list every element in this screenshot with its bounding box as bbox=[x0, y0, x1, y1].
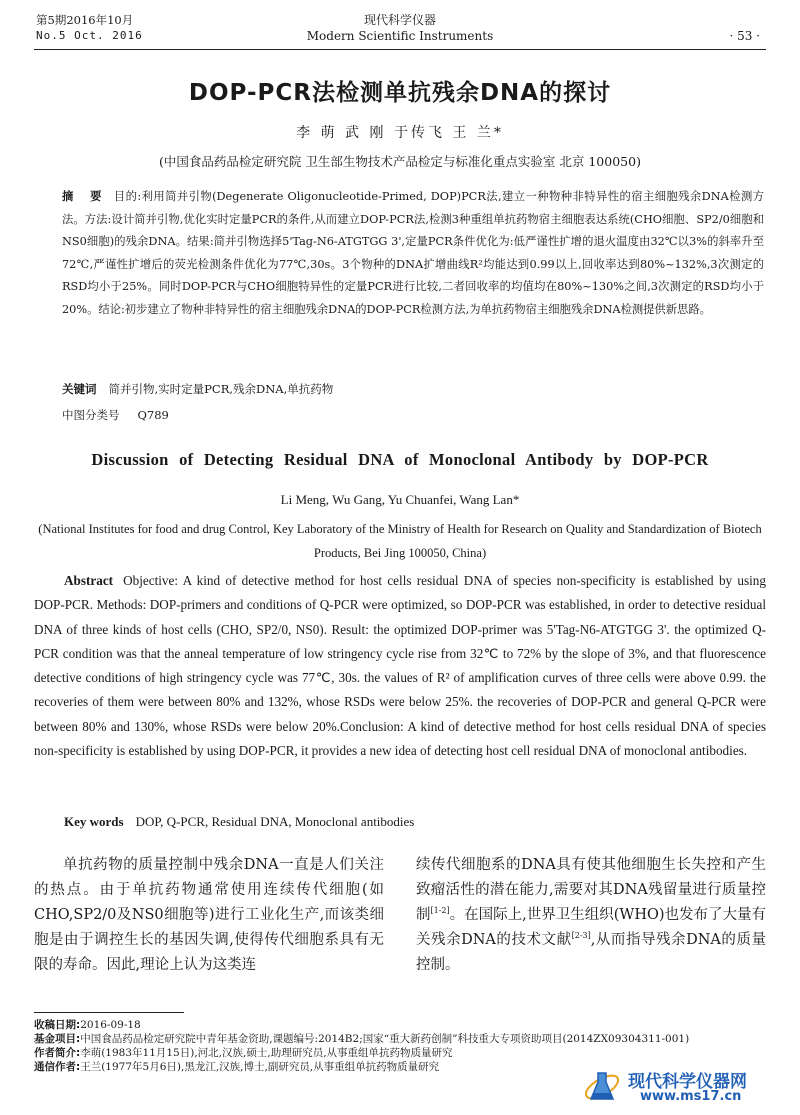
footnote-divider bbox=[34, 1012, 184, 1013]
footnote-received bbox=[34, 1018, 766, 1032]
journal-name bbox=[34, 12, 766, 44]
body-column-right bbox=[416, 853, 766, 978]
issue-cn: 第5期2016年10月 bbox=[36, 13, 134, 27]
body-right-text-b: 。在国际上,世界卫生组织(WHO)也发布了大量有关残余DNA的技术文献 bbox=[416, 907, 767, 948]
authors-en: Li Meng, Wu Gang, Yu Chuanfei, Wang Lan* bbox=[280, 492, 520, 507]
footnote-text: 中国食品药品检定研究院中青年基金资助,课题编号:2014B2;国家“重大新药创制”科技重大专项资助项目(2014ZX09304311-001) bbox=[80, 1033, 690, 1045]
watermark-name: 现代科学仪器网 bbox=[628, 1072, 747, 1092]
footnote-label: 基金项目: bbox=[34, 1033, 81, 1045]
body-column-left: 单抗药物的质量控制中残余DNA一直是人们关注的热点。由于单抗药物通常使用连续传代细胞(如CHO,SP2/0及NS0细胞等)进行工业化生产,而该类细胞是由于调控生长的基因失调,使得传代细胞系具有无限的寿命。因此,理论上认为这类连 bbox=[34, 857, 384, 973]
abstract-en-label: Abstract bbox=[64, 573, 114, 588]
journal-cn: 现代科学仪器 bbox=[363, 13, 436, 27]
citation-2: [2-3] bbox=[571, 931, 591, 941]
affiliation-en: (National Institutes for food and drug Control, Key Laboratory of the Ministry of Health for Research on Quality and Standardization of Biotech Products, Bei Jing 100050, China) bbox=[38, 522, 762, 560]
body-right-text-c: ,从而指导残余DNA的质量控制。 bbox=[416, 932, 766, 973]
footnote-label: 收稿日期: bbox=[34, 1019, 81, 1031]
abstract-cn-text: 目的:利用简并引物(Degenerate Oligonucleotide-Primed, DOP)PCR法,建立一种物种非特异性的宿主细胞残余DNA检测方法。方法:设计简并引物,优化实时定量PCR的条件,从而建立DOP-PCR法,检测3种重组单抗药物宿主细胞表达系统(CHO细胞、SP2/0细胞和NS0细胞)的残余DNA。结果:简并引物选择5'Tag-N6-ATGTGG 3',定量PCR条件优化为:低严谨性扩增的退火温度由32℃以3%的斜率升至72℃,严谨性扩增后的荧光检测条件优化为77℃,30s。3个物种的DNA扩增曲线R²均能达到0.99以上,回收率达到80%~132%,3次测定的RSD均小于25%。同时DOP-PCR与CHO细胞特异性的定量PCR进行比较,二者回收率的均值均在80%~130%之间,3次测定的RSD均小于20%。结论:初步建立了物种非特异性的宿主细胞残余DNA的DOP-PCR检测方法,为单抗药物宿主细胞残余DNA检测提供新思路。 bbox=[62, 190, 765, 316]
footnote-author bbox=[34, 1046, 766, 1060]
abstract-cn bbox=[62, 186, 764, 322]
keywords-cn bbox=[62, 380, 764, 398]
abstract-cn-label: 摘 要 bbox=[62, 190, 108, 203]
footnote-label: 作者简介: bbox=[34, 1047, 81, 1059]
keywords-en bbox=[64, 813, 766, 831]
classification-cn-text: Q789 bbox=[137, 408, 169, 422]
citation-1: [1-2] bbox=[430, 906, 450, 916]
authors-cn: 李 萌 武 刚 于传飞 王 兰* bbox=[296, 125, 504, 141]
affiliation-cn: (中国食品药品检定研究院 卫生部生物技术产品检定与标准化重点实验室 北京 100050) bbox=[159, 154, 641, 169]
body-right-text-a: 续传代细胞系的DNA具有使其他细胞生长失控和产生致瘤活性的潜在能力,需要对其DNA残留量进行质量控制 bbox=[416, 857, 766, 923]
page-number: · 53 · bbox=[729, 29, 760, 43]
running-header bbox=[34, 12, 766, 50]
abstract-en bbox=[34, 569, 766, 763]
issue-en: No.5 Oct. 2016 bbox=[36, 29, 143, 42]
watermark-url: www.ms17.cn bbox=[640, 1089, 742, 1104]
keywords-cn-label: 关键词 bbox=[62, 382, 97, 396]
site-watermark bbox=[582, 1065, 792, 1109]
footnote-text: 李萌(1983年11月15日),河北,汉族,硕士,助理研究员,从事重组单抗药物质量研究 bbox=[80, 1047, 453, 1059]
journal-en: Modern Scientific Instruments bbox=[306, 29, 494, 43]
classification-cn-label: 中图分类号 bbox=[62, 408, 120, 422]
footnote-label: 通信作者: bbox=[34, 1061, 81, 1073]
title-cn: DOP-PCR法检测单抗残余DNA的探讨 bbox=[188, 80, 612, 106]
keywords-en-label: Key words bbox=[64, 814, 124, 829]
classification-cn bbox=[62, 406, 764, 424]
keywords-cn-text: 简并引物,实时定量PCR,残余DNA,单抗药物 bbox=[108, 382, 334, 396]
keywords-en-text: DOP, Q-PCR, Residual DNA, Monoclonal antibodies bbox=[135, 814, 415, 829]
footnote-funding bbox=[34, 1032, 766, 1046]
footnote-text: 2016-09-18 bbox=[80, 1019, 141, 1031]
abstract-en-text: Objective: A kind of detective method for host cells residual DNA of species non-specificity is established by using DOP-PCR. Methods: DOP-primers and conditions of Q-PCR were optimized, so DOP-PCR was established, in order to detective residual DNA of three kinds of host cells (CHO, SP2/0, NS0). Result: the optimized DOP-primer was 5'Tag-N6-ATGTGG 3'. the optimized Q-PCR condition was that the anneal temperature of low stringency cycle rise from 32℃ to 72% by the slope of 3%, and that fluorescence detective conditions of high stringency cycle was 77℃, 30s. the values of R² of amplification curves of three cells were above 0.99. the recoveries of them were between 80% and 132%, whose RSDs were below 25%. the recoveries of DOP-PCR and general Q-PCR were between 80% and 130%, whose RSDs were below 20%.Conclusion: A kind of detective method for host cells residual DNA of species non-specificity is established by using DOP-PCR, it provides a new idea of detecting host cell residual DNA of monoclonal antibodies. bbox=[34, 573, 766, 759]
flask-logo-icon bbox=[582, 1067, 622, 1107]
footnote-text: 王兰(1977年5月6日),黑龙江,汉族,博士,副研究员,从事重组单抗药物质量研究 bbox=[80, 1061, 440, 1073]
title-en: Discussion of Detecting Residual DNA of Monoclonal Antibody by DOP-PCR bbox=[91, 450, 709, 469]
